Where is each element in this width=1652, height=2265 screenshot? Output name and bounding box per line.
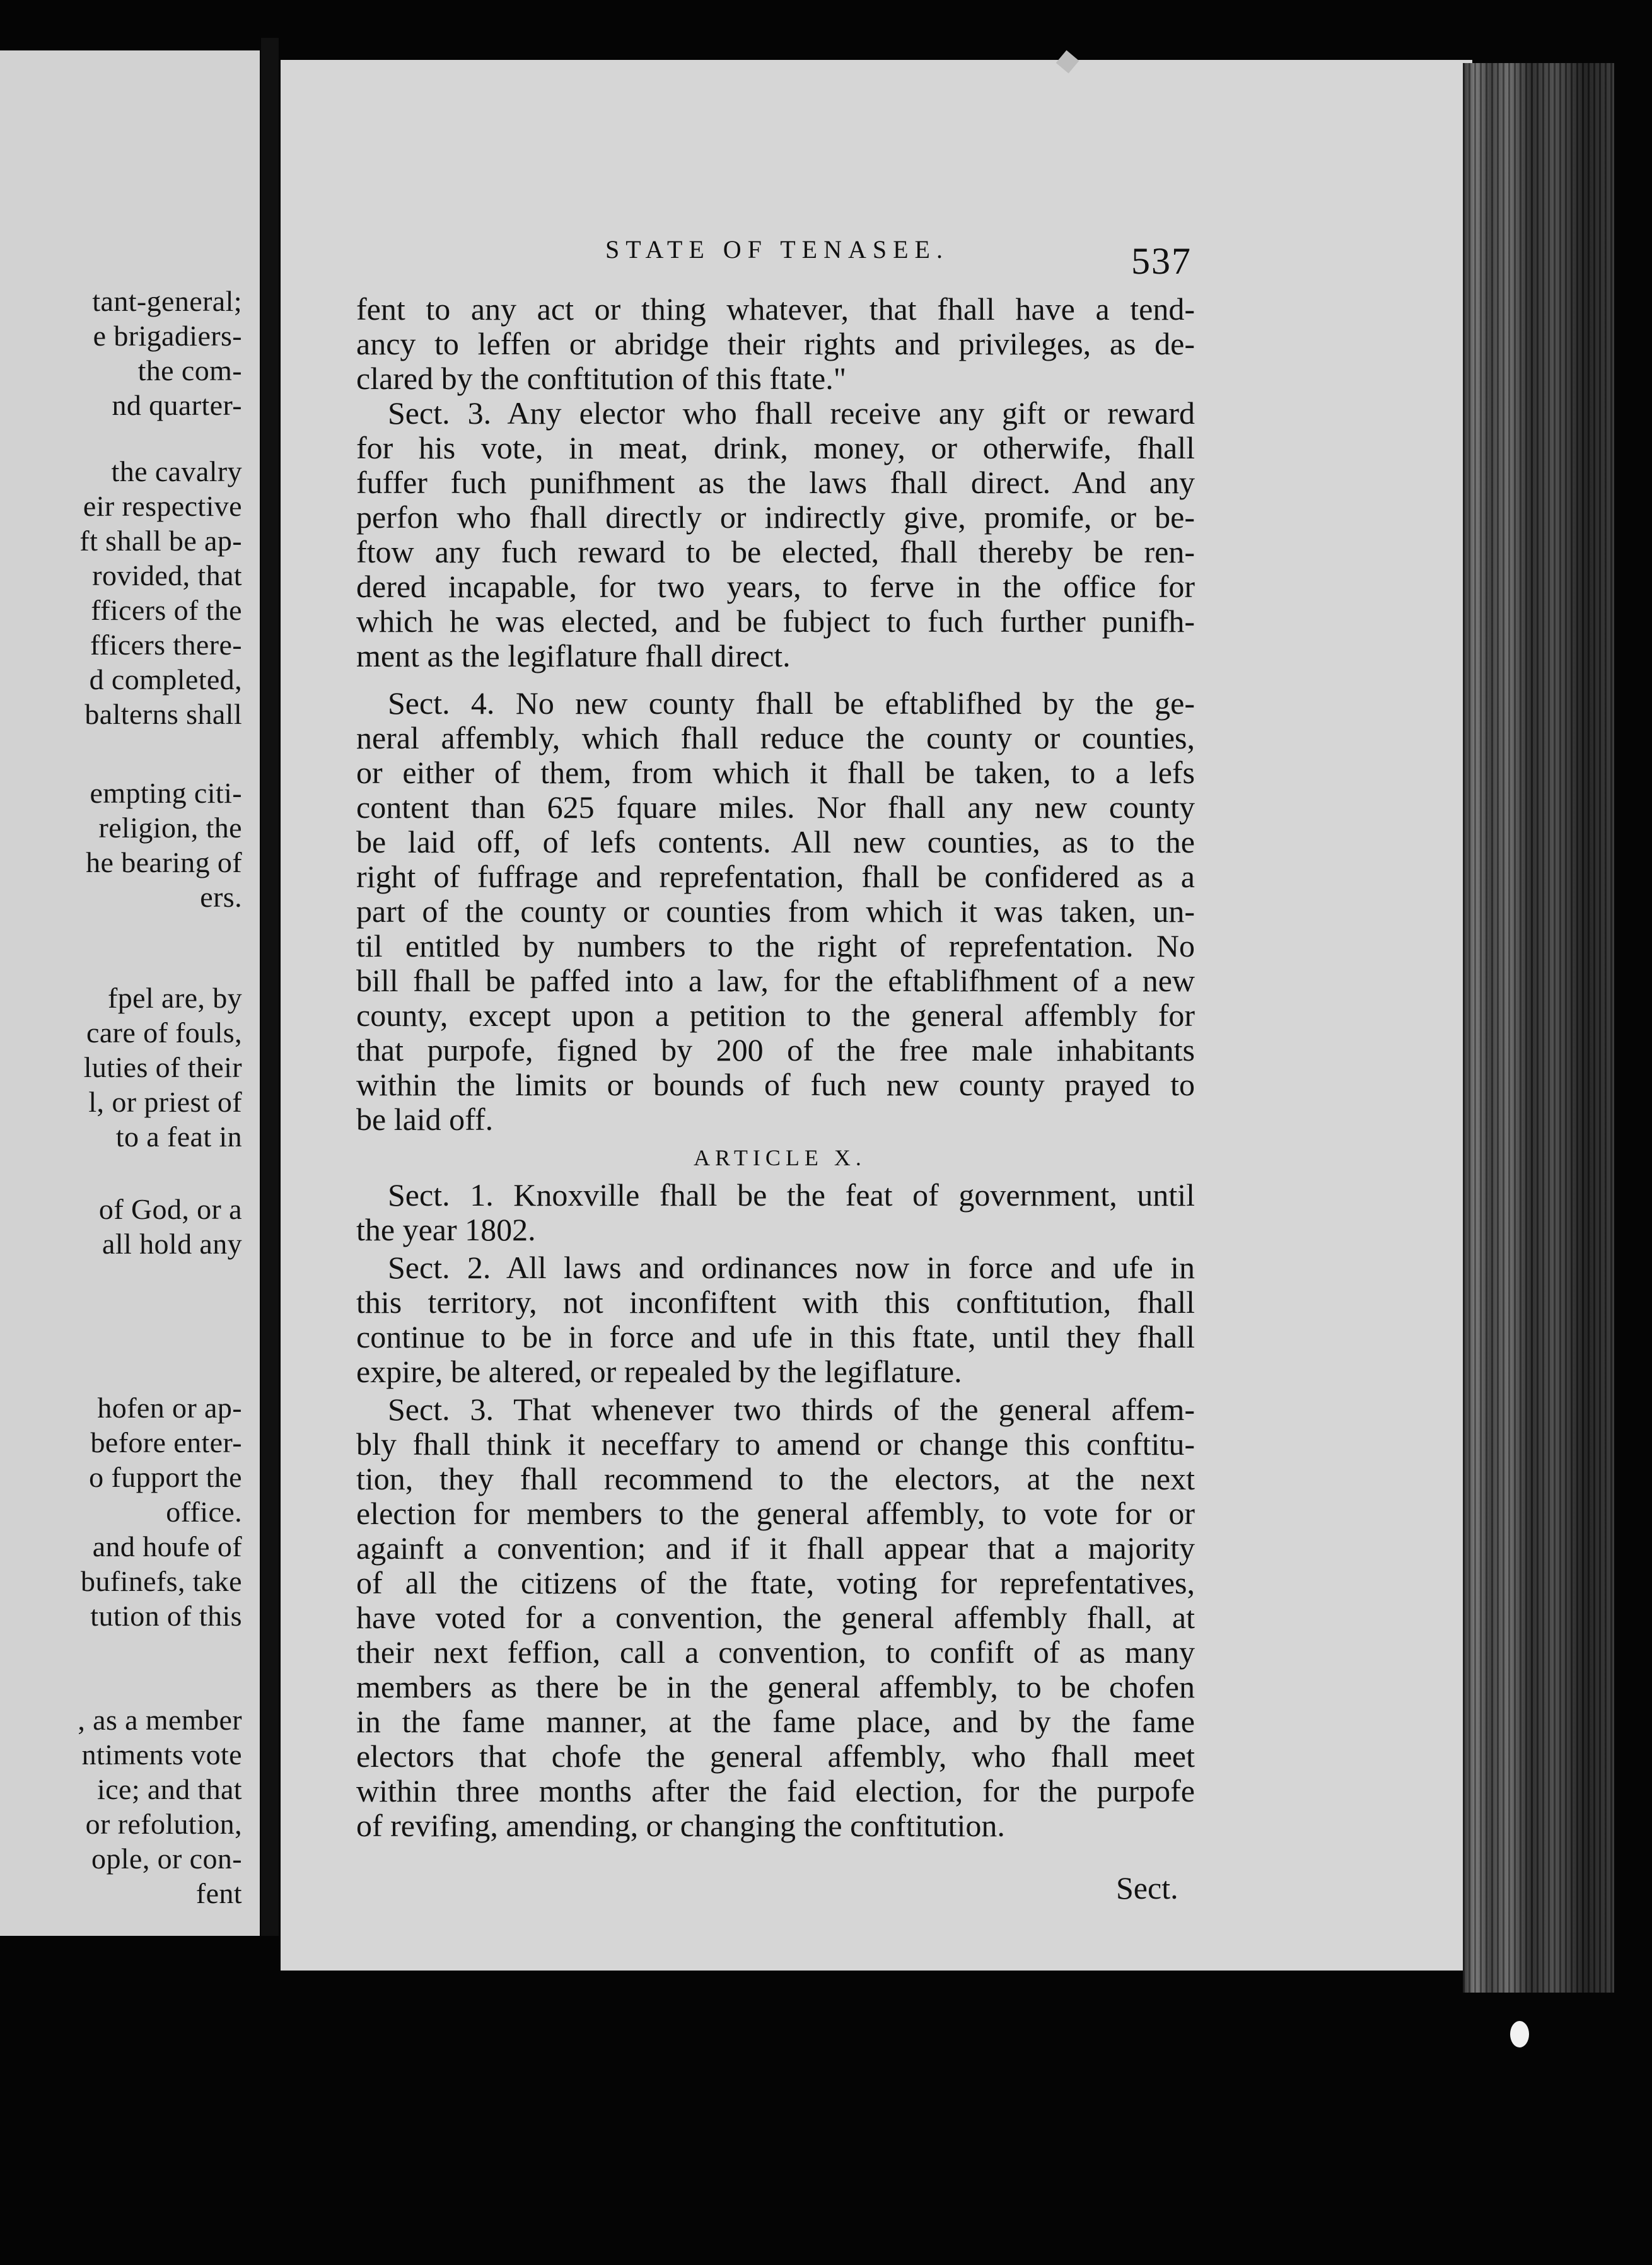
book-gutter [261, 38, 279, 1936]
text-line: within the limits or bounds of fuch new county prayed to [356, 1067, 1195, 1102]
left-page-line: e brigadiers- [93, 320, 242, 352]
left-page-line: care of fouls, [86, 1016, 242, 1049]
left-page-line: to a feat in [115, 1121, 242, 1153]
page-fore-edge [1463, 63, 1614, 1993]
left-page-line: empting citi- [90, 777, 242, 809]
left-page-line: luties of their [83, 1051, 242, 1083]
left-page-line: nd quarter- [112, 389, 242, 421]
text-line: be laid off. [356, 1102, 494, 1137]
text-line: for his vote, in meat, drink, money, or otherwife, fhall [356, 430, 1195, 465]
left-page-fragment [0, 50, 260, 1936]
text-line: bill fhall be paffed into a law, for the eftablifhment of a new [356, 963, 1195, 998]
text-line: dered incapable, for two years, to ferve in the office for [356, 569, 1195, 604]
text-line: of all the citizens of the ftate, voting for reprefentatives, [356, 1565, 1195, 1600]
left-page-line: office. [166, 1496, 242, 1528]
text-line: ftow any fuch reward to be elected, fhall thereby be ren- [356, 534, 1195, 569]
left-page-line: the com- [137, 354, 242, 387]
left-page-line: ers. [200, 881, 242, 913]
left-page-line: fficers there- [90, 629, 242, 661]
paper-blemish [1510, 2021, 1529, 2047]
text-line: members as there be in the general affembly, to be chofen [356, 1669, 1195, 1704]
left-page-line: fficers of the [91, 594, 242, 626]
text-line: tion, they fhall recommend to the electors, at the next [356, 1461, 1195, 1496]
left-page-line: eir respective [83, 490, 242, 522]
text-line: Sect. 1. Knoxville fhall be the feat of government, until [388, 1177, 1195, 1213]
text-line: Sect. 3. Any elector who fhall receive any gift or reward [388, 395, 1195, 431]
text-line: expire, be altered, or repealed by the legiflature. [356, 1354, 962, 1389]
text-line: right of fuffrage and reprefentation, fhall be confidered as a [356, 859, 1195, 894]
left-page-line: fpel are, by [108, 982, 242, 1014]
text-line: Sect. 2. All laws and ordinances now in force and ufe in [388, 1250, 1195, 1285]
left-page-line: bufinefs, take [81, 1565, 242, 1597]
left-page-line: the cavalry [111, 455, 242, 487]
left-page-line: ft shall be ap- [79, 525, 242, 557]
left-page-line: and houfe of [92, 1530, 242, 1563]
text-line: the year 1802. [356, 1212, 536, 1247]
text-line: fuffer fuch punifhment as the laws fhall direct. And any [356, 465, 1195, 500]
left-page-line: ntiments vote [81, 1738, 242, 1771]
left-page-line: balterns shall [84, 698, 242, 730]
left-page-line: fent [195, 1877, 242, 1909]
text-line: content than 625 fquare miles. Nor fhall any new county [356, 789, 1195, 825]
text-line: fent to any act or thing whatever, that fhall have a tend- [356, 291, 1195, 327]
left-page-line: before enter- [90, 1426, 242, 1459]
text-line: part of the county or counties from which it was taken, un- [356, 894, 1195, 929]
left-page-line: tant-general; [92, 285, 242, 317]
text-line: or either of them, from which it fhall be taken, to a lefs [356, 755, 1195, 790]
left-page-line: ople, or con- [91, 1843, 242, 1875]
text-line: againft a convention; and if it fhall appear that a majority [356, 1530, 1195, 1566]
text-line: within three months after the faid election, for the purpofe [356, 1773, 1195, 1808]
left-page-line: tution of this [90, 1600, 242, 1632]
left-page-line: hofen or ap- [97, 1392, 242, 1424]
text-line: ment as the legiflature fhall direct. [356, 638, 791, 673]
left-page-line: ice; and that [97, 1773, 242, 1805]
left-page-line: o fupport the [89, 1461, 242, 1493]
left-page-line: religion, the [98, 812, 242, 844]
left-page-line: all hold any [102, 1228, 242, 1260]
text-line: their next feffion, call a convention, to confift of as many [356, 1634, 1195, 1670]
text-line: perfon who fhall directly or indirectly give, promife, or be- [356, 499, 1195, 535]
text-line: Sect. 3. That whenever two thirds of the general affem- [388, 1392, 1195, 1427]
left-page-line: , as a member [78, 1704, 242, 1736]
article-heading: ARTICLE X. [694, 1145, 866, 1170]
left-page-line: or refolution, [85, 1808, 242, 1840]
text-line: til entitled by numbers to the right of reprefentation. No [356, 928, 1195, 964]
text-line: in the fame manner, at the fame place, and by the fame [356, 1704, 1195, 1739]
left-page-line: rovided, that [92, 559, 242, 591]
text-line: election for members to the general affembly, to vote for or [356, 1496, 1195, 1531]
text-line: county, except upon a petition to the general affembly for [356, 998, 1195, 1033]
text-line: electors that chofe the general affembly, who fhall meet [356, 1738, 1195, 1774]
text-line: this territory, not inconfiftent with this conftitution, fhall [356, 1284, 1195, 1320]
left-page-line: he bearing of [86, 846, 242, 878]
text-line: neral affembly, which fhall reduce the county or counties, [356, 720, 1195, 755]
running-head: STATE OF TENASEE. [605, 235, 949, 264]
left-page-line: l, or priest of [88, 1086, 242, 1118]
text-line: that purpofe, figned by 200 of the free male inhabitants [356, 1032, 1195, 1068]
catchword: Sect. [1116, 1870, 1178, 1906]
text-line: ancy to leffen or abridge their rights and privileges, as de- [356, 326, 1195, 361]
text-line: Sect. 4. No new county fhall be eftablifhed by the ge- [388, 685, 1195, 721]
text-line: be laid off, of lefs contents. All new counties, as to the [356, 824, 1195, 859]
text-line: continue to be in force and ufe in this ftate, until they fhall [356, 1319, 1195, 1354]
left-page-line: of God, or a [98, 1193, 242, 1225]
text-line: of revifing, amending, or changing the conftitution. [356, 1808, 1005, 1843]
left-page-line: d completed, [89, 663, 242, 696]
text-line: clared by the conftitution of this ftate." [356, 361, 847, 396]
page-number: 537 [1131, 240, 1192, 282]
text-line: have voted for a convention, the general affembly fhall, at [356, 1600, 1195, 1635]
text-line: which he was elected, and be fubject to fuch further punifh- [356, 603, 1195, 639]
text-line: bly fhall think it neceffary to amend or change this conftitu- [356, 1426, 1195, 1462]
